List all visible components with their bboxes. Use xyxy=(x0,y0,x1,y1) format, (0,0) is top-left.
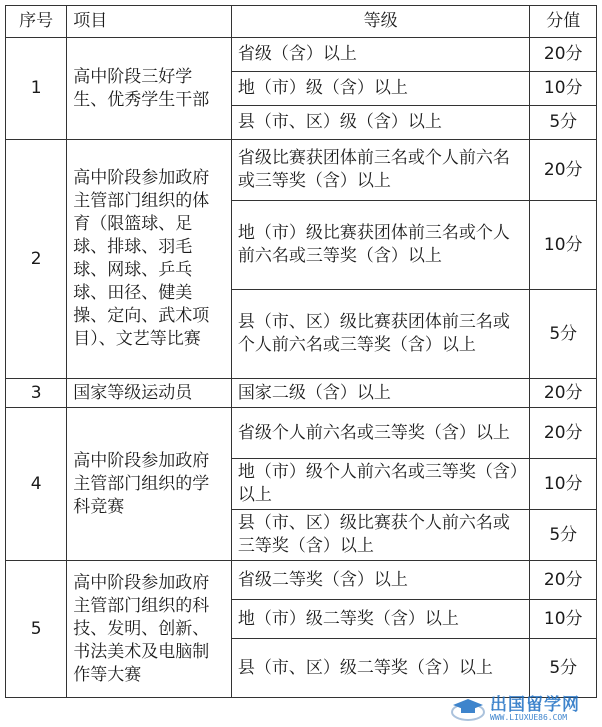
header-score: 分值 xyxy=(530,6,597,38)
table-row xyxy=(6,38,597,72)
table-header-row xyxy=(6,6,597,38)
item-cell: 高中阶段参加政府主管部门组织的科技、发明、创新、书法美术及电脑制作等大赛 xyxy=(67,561,232,698)
scoring-table xyxy=(5,5,597,698)
level-cell: 地（市）级二等奖（含）以上 xyxy=(231,600,530,639)
table-row xyxy=(6,379,597,408)
table-row xyxy=(6,408,597,459)
score-cell: 5分 xyxy=(530,510,597,561)
score-cell: 10分 xyxy=(530,600,597,639)
level-cell: 省级比赛获团体前三名或个人前六名或三等奖（含）以上 xyxy=(231,140,530,201)
table-row xyxy=(6,140,597,201)
mortarboard-logo-icon xyxy=(450,696,486,722)
level-cell: 地（市）级个人前六名或三等奖（含）以上 xyxy=(231,459,530,510)
header-level: 等级 xyxy=(231,6,530,38)
score-cell: 10分 xyxy=(530,201,597,290)
score-cell: 20分 xyxy=(530,38,597,72)
item-cell: 高中阶段三好学生、优秀学生干部 xyxy=(67,38,232,140)
item-cell: 高中阶段参加政府主管部门组织的学科竞赛 xyxy=(67,408,232,561)
item-cell: 国家等级运动员 xyxy=(67,379,232,408)
watermark-title: 出国留学网 xyxy=(490,694,580,715)
level-cell: 地（市）级比赛获团体前三名或个人前六名或三等奖（含）以上 xyxy=(231,201,530,290)
level-cell: 县（市、区）级比赛获团体前三名或个人前六名或三等奖（含）以上 xyxy=(231,290,530,379)
watermark-url: WWW.LIUXUE86.COM xyxy=(490,712,568,722)
level-cell: 省级个人前六名或三等奖（含）以上 xyxy=(231,408,530,459)
row-number: 5 xyxy=(6,561,67,698)
row-number: 2 xyxy=(6,140,67,379)
item-cell: 高中阶段参加政府主管部门组织的体育（限篮球、足球、排球、羽毛球、网球、乒乓球、田径、健美操、定向、武术项目）、文艺等比赛 xyxy=(67,140,232,379)
level-cell: 省级二等奖（含）以上 xyxy=(231,561,530,600)
score-cell: 10分 xyxy=(530,459,597,510)
level-cell: 地（市）级（含）以上 xyxy=(231,72,530,106)
score-cell: 5分 xyxy=(530,290,597,379)
header-item: 项目 xyxy=(67,6,232,38)
score-cell: 5分 xyxy=(530,106,597,140)
level-cell: 县（市、区）级比赛获个人前六名或三等奖（含）以上 xyxy=(231,510,530,561)
level-cell: 国家二级（含）以上 xyxy=(231,379,530,408)
level-cell: 县（市、区）级二等奖（含）以上 xyxy=(231,639,530,698)
score-cell: 10分 xyxy=(530,72,597,106)
score-cell: 20分 xyxy=(530,408,597,459)
score-cell: 20分 xyxy=(530,379,597,408)
row-number: 3 xyxy=(6,379,67,408)
table-row xyxy=(6,561,597,600)
row-number: 1 xyxy=(6,38,67,140)
score-cell: 5分 xyxy=(530,639,597,698)
row-number: 4 xyxy=(6,408,67,561)
score-cell: 20分 xyxy=(530,561,597,600)
level-cell: 省级（含）以上 xyxy=(231,38,530,72)
header-no: 序号 xyxy=(6,6,67,38)
level-cell: 县（市、区）级（含）以上 xyxy=(231,106,530,140)
site-watermark xyxy=(450,693,600,725)
score-cell: 20分 xyxy=(530,140,597,201)
